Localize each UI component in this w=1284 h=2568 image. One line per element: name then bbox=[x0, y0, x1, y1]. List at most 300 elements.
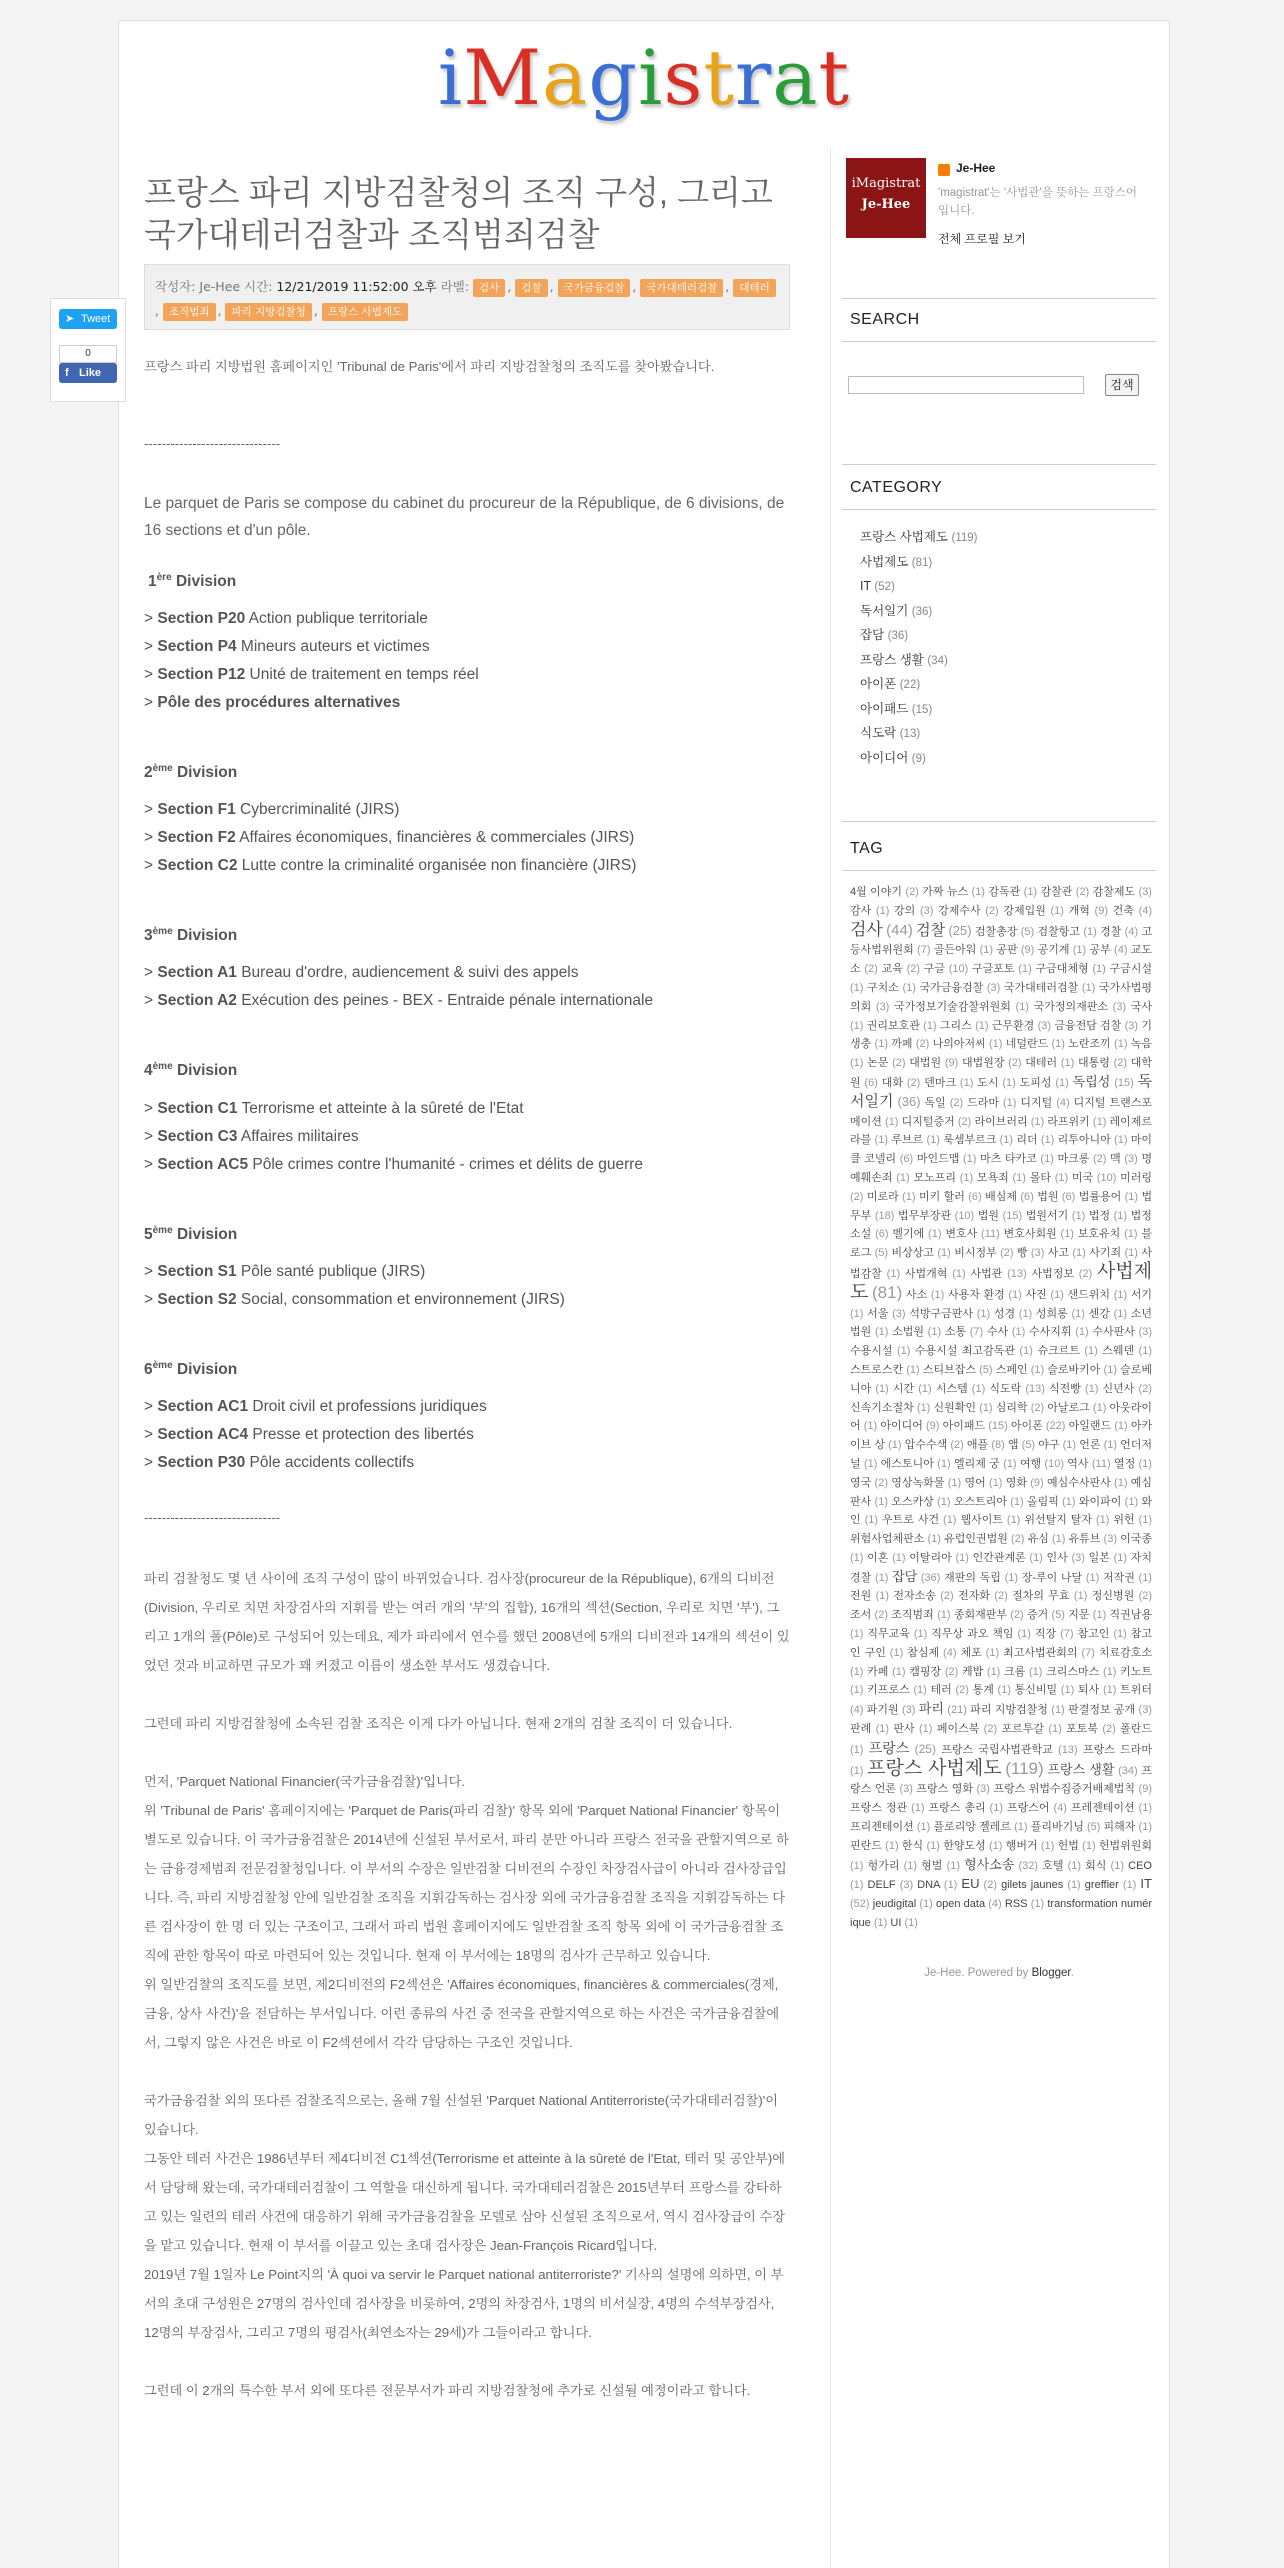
tag-link[interactable]: 미러링 bbox=[1120, 1171, 1153, 1184]
tag-link[interactable]: 증거 bbox=[1026, 1609, 1049, 1622]
category-item[interactable] bbox=[860, 747, 1156, 772]
tag-link[interactable]: 피해자 bbox=[1103, 1821, 1136, 1834]
tag-link[interactable]: 변호사회원 bbox=[1003, 1228, 1057, 1241]
tag-link[interactable]: CEO bbox=[1128, 1859, 1152, 1872]
tag-link[interactable]: 퇴사 bbox=[1078, 1684, 1100, 1697]
tag-link[interactable]: 사기죄 bbox=[1089, 1247, 1122, 1260]
tag-link[interactable]: 고등사법위원회 bbox=[850, 925, 1153, 957]
tag-link[interactable]: 영상녹화물 bbox=[891, 1476, 945, 1489]
tag-link[interactable]: 빵 bbox=[1016, 1247, 1028, 1260]
tag-link[interactable]: 골든아워 bbox=[933, 944, 977, 957]
tag-link[interactable]: 마이클 코넬리 bbox=[850, 1134, 1153, 1166]
tag-link[interactable]: 라이브러리 bbox=[974, 1115, 1028, 1128]
tag-link[interactable]: 트위터 bbox=[1120, 1684, 1152, 1697]
tag-link[interactable]: 디지털증거 bbox=[901, 1115, 955, 1128]
tag-link[interactable]: 권리보호관 bbox=[866, 1019, 920, 1032]
tag-link[interactable]: 교도소 bbox=[850, 944, 1153, 976]
tag-link[interactable]: 슈크르트 bbox=[1037, 1345, 1080, 1358]
label-tag[interactable]: 국가금융검찰 bbox=[558, 279, 631, 297]
tag-link[interactable]: 장-루이 나달 bbox=[1021, 1571, 1083, 1584]
tag-link[interactable]: 프랑스 드라마 bbox=[1082, 1743, 1153, 1756]
tag-link[interactable]: 사용자 환경 bbox=[947, 1288, 1005, 1301]
tag-link[interactable]: 몰타 bbox=[1029, 1171, 1051, 1184]
tag-link[interactable]: 강의 bbox=[894, 904, 916, 917]
tag-link[interactable]: 통계 bbox=[972, 1684, 994, 1697]
tag-link[interactable]: 공부 bbox=[1089, 944, 1111, 957]
label-tag[interactable]: 파리 지방검찰청 bbox=[225, 303, 311, 321]
tag-link[interactable]: 일본 bbox=[1088, 1551, 1110, 1564]
tag-link[interactable]: 그리스 bbox=[939, 1019, 972, 1032]
tag-link[interactable]: 판례 bbox=[850, 1723, 872, 1736]
tag-link[interactable]: 식전빵 bbox=[1048, 1382, 1081, 1395]
tag-link[interactable]: 조직범죄 bbox=[891, 1609, 934, 1622]
tag-link[interactable]: 슬로베니아 bbox=[850, 1363, 1153, 1395]
profile-link[interactable]: 전체 프로필 보기 bbox=[938, 232, 1026, 246]
tag-link[interactable]: 인간관계론 bbox=[972, 1551, 1026, 1564]
tag-link[interactable]: 절차의 무효 bbox=[1012, 1590, 1070, 1603]
tag-link[interactable]: 루브르 bbox=[891, 1134, 924, 1147]
tag-link[interactable]: 국가사법평의회 bbox=[850, 981, 1153, 1013]
tag-link[interactable]: 레이제르라블 bbox=[850, 1115, 1153, 1147]
tag-link[interactable]: 대테러 bbox=[1025, 1057, 1058, 1070]
tag-link[interactable]: 역사 bbox=[1067, 1457, 1089, 1470]
tag-link[interactable]: 4월 이야기 bbox=[850, 886, 903, 898]
label-tag[interactable]: 검찰 bbox=[515, 279, 547, 297]
tag-link[interactable]: 영화 bbox=[1005, 1476, 1027, 1489]
tag-link[interactable]: 유럽인권법원 bbox=[944, 1533, 1008, 1546]
tag-link[interactable]: 국가정보기술감찰위원회 bbox=[894, 1000, 1011, 1013]
tag-link[interactable]: 프랑스 생활 bbox=[1047, 1761, 1115, 1777]
category-item[interactable] bbox=[860, 600, 1156, 625]
tag-link[interactable]: 치료감호소 bbox=[1098, 1646, 1152, 1659]
tag-link[interactable]: 국사 bbox=[1130, 1000, 1153, 1013]
tag-link[interactable]: 국가정의재판소 bbox=[1033, 1000, 1109, 1013]
tag-link[interactable]: 감찰관 bbox=[1040, 886, 1073, 898]
like-button[interactable] bbox=[59, 363, 117, 383]
tag-link[interactable]: UI bbox=[890, 1917, 902, 1930]
tag-link[interactable]: 파리 지방검찰청 bbox=[970, 1704, 1048, 1717]
tag-link[interactable]: 블로그 bbox=[850, 1228, 1153, 1260]
tag-link[interactable]: 식도락 bbox=[989, 1382, 1022, 1395]
tag-link[interactable]: 플로리앙 젤레르 bbox=[933, 1821, 1011, 1834]
tag-link[interactable]: 최고사법관회의 bbox=[1003, 1646, 1078, 1659]
tag-link[interactable]: 리투아니아 bbox=[1057, 1134, 1111, 1147]
label-tag[interactable]: 대테러 bbox=[733, 279, 775, 297]
tag-link[interactable]: 조서 bbox=[850, 1609, 872, 1622]
tag-link[interactable]: 검찰 bbox=[916, 921, 946, 939]
tag-link[interactable]: 사법감찰 bbox=[850, 1247, 1152, 1280]
tag-link[interactable]: 드라마 bbox=[967, 1096, 1000, 1109]
tag-link[interactable]: 사소 bbox=[905, 1288, 928, 1301]
tag-count: (1) bbox=[1102, 1684, 1117, 1697]
category-item[interactable] bbox=[860, 673, 1156, 698]
tag-link[interactable]: 센강 bbox=[1088, 1307, 1110, 1320]
tag-link[interactable]: 프랑스 위법수집증거배제법칙 bbox=[993, 1783, 1136, 1796]
tag-link[interactable]: 법률용어 bbox=[1078, 1190, 1122, 1203]
tag-link[interactable]: 영어 bbox=[964, 1476, 986, 1489]
tag-link[interactable]: 수사지휘 bbox=[1029, 1326, 1072, 1339]
tag-link[interactable]: 리더 bbox=[1016, 1134, 1038, 1147]
tag-link[interactable]: 마츠 타카코 bbox=[980, 1153, 1037, 1166]
tag-link[interactable]: 비상상고 bbox=[891, 1247, 934, 1260]
tag-link[interactable]: 근무환경 bbox=[991, 1019, 1035, 1032]
tag-link[interactable]: 회식 bbox=[1085, 1859, 1107, 1872]
tag-link[interactable]: 미키 할러 bbox=[918, 1190, 965, 1203]
tag-link[interactable]: 수용시설 bbox=[850, 1345, 893, 1358]
tag-link[interactable]: 프랑스 사법제도 bbox=[867, 1757, 1002, 1779]
tag-link[interactable]: 예심판사 bbox=[850, 1476, 1153, 1508]
tag-link[interactable]: 심리학 bbox=[995, 1401, 1028, 1414]
tag-link[interactable]: 수사판사 bbox=[1092, 1326, 1135, 1339]
tag-link[interactable]: 법원 bbox=[1037, 1190, 1059, 1203]
category-item[interactable] bbox=[860, 526, 1156, 551]
tag-link[interactable]: 덴마크 bbox=[924, 1076, 957, 1089]
tag-link[interactable]: 애플 bbox=[966, 1439, 989, 1452]
tag-link[interactable]: 수용시설 최고감독관 bbox=[914, 1345, 1015, 1358]
category-item[interactable] bbox=[860, 649, 1156, 674]
tag-link[interactable]: 수사 bbox=[986, 1326, 1009, 1339]
tag-link[interactable]: 형벌 bbox=[921, 1859, 943, 1872]
tag-link[interactable]: DELF bbox=[867, 1879, 896, 1892]
tag-link[interactable]: 대통령 bbox=[1078, 1057, 1110, 1070]
tag-link[interactable]: 위헌 bbox=[1113, 1514, 1135, 1527]
tag-link[interactable]: 미로라 bbox=[866, 1190, 899, 1203]
tag-link[interactable]: 공판 bbox=[996, 944, 1018, 957]
tag-link[interactable]: 디지털 트랜스포메이션 bbox=[850, 1096, 1152, 1128]
tag-link[interactable]: 변호사 bbox=[945, 1228, 978, 1241]
tag-link[interactable]: 대화 bbox=[881, 1076, 904, 1089]
tag-link[interactable]: 소년법원 bbox=[850, 1307, 1152, 1339]
tag-link[interactable]: 아이디어 bbox=[880, 1420, 923, 1433]
tag-link[interactable]: 국가대테러검찰 bbox=[1003, 981, 1079, 994]
tag-link[interactable]: 종회재판부 bbox=[953, 1609, 1007, 1622]
tag-link[interactable]: 미국 bbox=[1071, 1171, 1094, 1184]
tag-link[interactable]: 플리바기닝 bbox=[1030, 1821, 1084, 1834]
category-item[interactable] bbox=[860, 722, 1156, 747]
tag-link[interactable]: 프랑스 언론 bbox=[850, 1764, 1153, 1796]
tag-link[interactable]: 직무상 과오 책임 bbox=[931, 1628, 1014, 1641]
tag-link[interactable]: 폴란드 bbox=[1120, 1723, 1153, 1736]
tag-link[interactable]: 나의아저씨 bbox=[932, 1038, 986, 1051]
tag-link[interactable]: 까페 bbox=[891, 1038, 913, 1051]
tag-link[interactable]: 우트로 사건 bbox=[882, 1514, 940, 1527]
tag-link[interactable]: 경찰 bbox=[1100, 925, 1122, 938]
paragraph-5: 그런데 이 2개의 특수한 부서 외에 또다른 전문부서가 파리 지방검찰청에 추가로 신설될 예정이라고 합니다. bbox=[144, 2382, 751, 2398]
tag-link[interactable]: 직장 bbox=[1034, 1628, 1057, 1641]
tag-link[interactable]: 모욕죄 bbox=[976, 1171, 1009, 1184]
tag-link[interactable]: 샌드위치 bbox=[1067, 1288, 1111, 1301]
tag-link[interactable]: 프랑스어 bbox=[1006, 1802, 1050, 1815]
tag-link[interactable]: 아날로그 bbox=[1047, 1401, 1090, 1414]
tag-link[interactable]: 대법원장 bbox=[961, 1057, 1005, 1070]
tag-link[interactable]: 검찰항고 bbox=[1037, 925, 1081, 938]
tag-link[interactable]: 호텔 bbox=[1042, 1859, 1064, 1872]
tag-link[interactable]: 맥 bbox=[1110, 1153, 1121, 1166]
tag-link[interactable]: 야구 bbox=[1038, 1439, 1060, 1452]
tag-link[interactable]: 아이폰 bbox=[1010, 1420, 1043, 1433]
tag-link[interactable]: 오스카상 bbox=[891, 1495, 934, 1508]
tag-link[interactable]: 소법원 bbox=[892, 1326, 924, 1339]
tag-link[interactable]: 국가금융검찰 bbox=[919, 981, 984, 994]
tag-link[interactable]: 소통 bbox=[944, 1326, 967, 1339]
tag-link[interactable]: 구글포토 bbox=[972, 963, 1015, 976]
tag-link[interactable]: 프랑스 정관 bbox=[850, 1802, 908, 1815]
tag-link[interactable]: 구글 bbox=[923, 963, 946, 976]
tag-link[interactable]: 오스트리아 bbox=[953, 1495, 1007, 1508]
tag-link[interactable]: 위선탈지 탈자 bbox=[1024, 1514, 1093, 1527]
tag-link[interactable]: 건축 bbox=[1112, 904, 1134, 917]
category-item[interactable] bbox=[860, 551, 1156, 576]
tag-link[interactable]: 구금시설 bbox=[1109, 963, 1153, 976]
tag-link[interactable]: 사고 bbox=[1047, 1247, 1070, 1260]
tag-link[interactable]: 시스템 bbox=[935, 1382, 968, 1395]
tag-link[interactable]: 사진 bbox=[1025, 1288, 1047, 1301]
tag-link[interactable]: jeudigital bbox=[872, 1898, 917, 1911]
tag-link[interactable]: 인사 bbox=[1046, 1551, 1068, 1564]
tag-link[interactable]: 금융전담 검찰 bbox=[1054, 1019, 1122, 1032]
tag-link[interactable]: 크롬 bbox=[1004, 1665, 1026, 1678]
tag-link[interactable]: 마인드맵 bbox=[916, 1153, 960, 1166]
tag-link[interactable]: 감독관 bbox=[988, 886, 1021, 898]
tag-link[interactable]: 형사소송 bbox=[964, 1856, 1015, 1872]
tag-link[interactable]: gilets jaunes bbox=[1001, 1879, 1064, 1892]
tag-link[interactable]: 감찰제도 bbox=[1092, 886, 1136, 898]
tag-link[interactable]: 신원확인 bbox=[933, 1401, 976, 1414]
division-number: 2 bbox=[144, 764, 153, 782]
tag-link[interactable]: 통신비밀 bbox=[1014, 1684, 1058, 1697]
tag-link[interactable]: 키프로스 bbox=[867, 1684, 910, 1697]
tag-link[interactable]: 카페 bbox=[867, 1665, 889, 1678]
tag-link[interactable]: 마크롱 bbox=[1057, 1153, 1090, 1166]
tag-link[interactable]: 아이패드 bbox=[942, 1420, 986, 1433]
tag-link[interactable]: 포토북 bbox=[1066, 1723, 1099, 1736]
tag-link[interactable]: 구금대체형 bbox=[1035, 963, 1089, 976]
tweet-button[interactable] bbox=[59, 309, 117, 329]
tag-link[interactable]: 에스토니아 bbox=[880, 1457, 934, 1470]
tag-link[interactable]: 체포 bbox=[960, 1646, 982, 1659]
label-tag[interactable]: 조직범죄 bbox=[163, 303, 216, 321]
tag-link[interactable]: 저작권 bbox=[1102, 1571, 1135, 1584]
tag-link[interactable]: 판사 bbox=[893, 1723, 915, 1736]
post-datetime[interactable]: 12/21/2019 11:52:00 오후 bbox=[276, 279, 437, 294]
tag-link[interactable]: 법원 bbox=[977, 1209, 1000, 1222]
tag-link[interactable]: 프랑스 총리 bbox=[928, 1802, 986, 1815]
tag-link[interactable]: transformation numérique bbox=[850, 1898, 1153, 1930]
tag-link[interactable]: 법정소설 bbox=[850, 1209, 1152, 1241]
tag-link[interactable]: 이혼 bbox=[867, 1551, 889, 1564]
category-item[interactable] bbox=[860, 624, 1156, 649]
tag-link[interactable]: 독서일기 bbox=[850, 1072, 1153, 1110]
tag-link[interactable]: 예심수사판사 bbox=[1047, 1476, 1111, 1489]
tag-link[interactable]: 와이파이 bbox=[1078, 1495, 1122, 1508]
tag-link[interactable]: 석방구금판사 bbox=[909, 1307, 973, 1320]
tag-link[interactable]: 사법정보 bbox=[1031, 1267, 1074, 1280]
tag-link[interactable]: 보호유치 bbox=[1077, 1228, 1121, 1241]
tag-link[interactable]: 올림픽 bbox=[1026, 1495, 1059, 1508]
tag-link[interactable]: 프랑스 영화 bbox=[916, 1783, 974, 1796]
tag-link[interactable]: 사법관 bbox=[970, 1267, 1003, 1280]
tag-link[interactable]: 위험사업체판소 bbox=[850, 1533, 925, 1546]
tag-link[interactable]: open data bbox=[936, 1898, 986, 1911]
tag-link[interactable]: 한양도성 bbox=[943, 1839, 986, 1852]
tag-link[interactable]: 언더저널 bbox=[850, 1439, 1153, 1470]
tag-count: (1) bbox=[1103, 1439, 1118, 1452]
tag-link[interactable]: 모노프리 bbox=[913, 1171, 956, 1184]
tag-link[interactable]: 성희롱 bbox=[1035, 1307, 1068, 1320]
tag-link[interactable]: 도피성 bbox=[1019, 1076, 1052, 1089]
tag-link[interactable]: 시간 bbox=[892, 1382, 915, 1395]
tag-link[interactable]: 슬로바키아 bbox=[1047, 1363, 1101, 1376]
profile-name[interactable]: Je-Hee bbox=[956, 161, 996, 175]
tag-link[interactable]: EU bbox=[961, 1876, 980, 1892]
search-input[interactable] bbox=[848, 376, 1084, 394]
tag-link[interactable]: 성경 bbox=[993, 1307, 1016, 1320]
tag-link[interactable]: 직권남용 bbox=[1109, 1609, 1153, 1622]
tag-link[interactable]: 교육 bbox=[881, 963, 903, 976]
tag-link[interactable]: 신속기소절차 bbox=[850, 1401, 914, 1414]
tag-link[interactable]: 유튜브 bbox=[1068, 1533, 1101, 1546]
tag-link[interactable]: IT bbox=[1140, 1876, 1152, 1892]
tag-link[interactable]: 이탈리아 bbox=[909, 1551, 952, 1564]
search-button[interactable]: 검색 bbox=[1105, 374, 1139, 396]
tag-link[interactable]: 아일랜드 bbox=[1068, 1420, 1112, 1433]
tag-link[interactable]: 법무부 bbox=[850, 1190, 1153, 1222]
tag-link[interactable]: 룩셈부르크 bbox=[943, 1134, 997, 1147]
tag-link[interactable]: 앱 bbox=[1007, 1439, 1019, 1452]
tag-link[interactable]: 독립성 bbox=[1072, 1073, 1111, 1089]
site-logo[interactable] bbox=[119, 33, 1169, 123]
tag-link[interactable]: 논문 bbox=[867, 1057, 889, 1070]
tag-link[interactable]: 명예훼손죄 bbox=[850, 1153, 1153, 1184]
tag-link[interactable]: 아카이브 상 bbox=[850, 1420, 1153, 1452]
tag-link[interactable]: greffier bbox=[1084, 1879, 1119, 1892]
tag-link[interactable]: 케밥 bbox=[961, 1665, 984, 1678]
tag-link[interactable]: 개혁 bbox=[1068, 904, 1090, 917]
tag-link[interactable]: 비시정부 bbox=[954, 1247, 997, 1260]
tag-link[interactable]: 대법원 bbox=[909, 1057, 942, 1070]
tag-link[interactable]: 감사 bbox=[850, 904, 872, 917]
tag-link[interactable]: 와인 bbox=[850, 1495, 1153, 1527]
tag-link[interactable]: 유심 bbox=[1027, 1533, 1049, 1546]
category-item[interactable] bbox=[860, 575, 1156, 600]
tag-link[interactable]: 이국종 bbox=[1120, 1533, 1153, 1546]
label-tag[interactable]: 검사 bbox=[473, 279, 505, 297]
tag-link[interactable]: 벨기에 bbox=[892, 1228, 925, 1241]
tag-link[interactable]: 프랑스 국립사법관학교 bbox=[941, 1743, 1053, 1756]
tag-link[interactable]: 크리스마스 bbox=[1046, 1665, 1100, 1678]
label-tag[interactable]: 국가대테러검찰 bbox=[640, 279, 723, 297]
tag-link[interactable]: 열정 bbox=[1113, 1457, 1136, 1470]
tag-link[interactable]: 검찰총장 bbox=[974, 925, 1018, 938]
tag-link[interactable]: 신년사 bbox=[1102, 1382, 1135, 1395]
tag-link[interactable]: 정신병원 bbox=[1091, 1590, 1135, 1603]
tag-link[interactable]: 강제입원 bbox=[1003, 904, 1046, 917]
tag-link[interactable]: 지문 bbox=[1068, 1609, 1090, 1622]
tag-link[interactable]: DNA bbox=[917, 1879, 940, 1892]
tag-link[interactable]: 참고인 bbox=[1077, 1628, 1110, 1641]
tag-link[interactable]: 프리젠테이션 bbox=[850, 1821, 914, 1834]
tag-link[interactable]: 법정 bbox=[1088, 1209, 1111, 1222]
tag-link[interactable]: 기생충 bbox=[850, 1019, 1153, 1051]
tag-link[interactable]: 공기계 bbox=[1037, 944, 1070, 957]
tag-link[interactable]: 압수수색 bbox=[904, 1439, 948, 1452]
tag-link[interactable]: 서울 bbox=[867, 1307, 889, 1320]
tag-link[interactable]: 헌법위원회 bbox=[1098, 1839, 1153, 1852]
tag-link[interactable]: 라프위키 bbox=[1047, 1115, 1090, 1128]
tag-link[interactable]: 엘리제 궁 bbox=[953, 1457, 1000, 1470]
tag-link[interactable]: 재판의 독립 bbox=[944, 1571, 1001, 1584]
tag-link[interactable]: 스페인 bbox=[995, 1363, 1028, 1376]
tag-link[interactable]: 참고인 구인 bbox=[850, 1628, 1153, 1659]
tag-link[interactable]: 강제수사 bbox=[938, 904, 981, 917]
tag-link[interactable]: 전자화 bbox=[958, 1590, 990, 1603]
tag-link[interactable]: RSS bbox=[1004, 1898, 1028, 1911]
tag-link[interactable]: 녹음 bbox=[1130, 1038, 1153, 1051]
tag-link[interactable]: 전원 bbox=[850, 1590, 872, 1603]
tag-link[interactable]: 한식 bbox=[901, 1839, 924, 1852]
tag-link[interactable]: 법무부장관 bbox=[897, 1209, 952, 1222]
label-tag[interactable]: 프랑스 사법제도 bbox=[322, 303, 408, 321]
tag-link[interactable]: 구치소 bbox=[867, 981, 899, 994]
tag-link[interactable]: 도시 bbox=[977, 1076, 999, 1089]
tag-link[interactable]: 직무교육 bbox=[867, 1628, 910, 1641]
tag-link[interactable]: 가짜 뉴스 bbox=[922, 886, 969, 898]
tag-link[interactable]: 행버거 bbox=[1005, 1839, 1038, 1852]
division-number: 3 bbox=[144, 927, 153, 945]
tag-link[interactable]: 네덜란드 bbox=[1005, 1038, 1049, 1051]
tag-link[interactable]: 자치경찰 bbox=[850, 1551, 1152, 1584]
tag-link[interactable]: 페이스북 bbox=[936, 1723, 980, 1736]
tag-link[interactable]: 키노트 bbox=[1120, 1665, 1152, 1678]
tag-link[interactable]: 핀란드 bbox=[850, 1839, 882, 1852]
tag-link[interactable]: 검사 bbox=[850, 919, 883, 939]
tag-link[interactable]: 아웃라이어 bbox=[850, 1401, 1153, 1433]
tag-link[interactable]: 프레젠테이션 bbox=[1070, 1802, 1135, 1815]
tag-link[interactable]: 독일 bbox=[924, 1096, 946, 1109]
tag-link[interactable]: 판결정보 공개 bbox=[1068, 1704, 1136, 1717]
tag-link[interactable]: 파리 bbox=[918, 1701, 944, 1717]
tag-link[interactable]: 스티브잡스 bbox=[922, 1363, 976, 1376]
tag-link[interactable]: 캠핑장 bbox=[909, 1665, 942, 1678]
tag-link[interactable]: 참심제 bbox=[907, 1646, 940, 1659]
tag-link[interactable]: 포르투갈 bbox=[1001, 1723, 1044, 1736]
tag-link[interactable]: 디지털 bbox=[1020, 1096, 1053, 1109]
tag-link[interactable]: 여행 bbox=[1019, 1457, 1042, 1470]
tag-link[interactable]: 프랑스 bbox=[868, 1739, 910, 1756]
tag-link[interactable]: 전자소송 bbox=[893, 1590, 936, 1603]
tag-link[interactable]: 사법제도 bbox=[850, 1260, 1153, 1303]
tag-link[interactable]: 스트로스칸 bbox=[850, 1363, 904, 1376]
tag-link[interactable]: 테러 bbox=[930, 1684, 952, 1697]
tag-link[interactable]: 대학원 bbox=[850, 1057, 1152, 1089]
category-item[interactable] bbox=[860, 698, 1156, 723]
tag-link[interactable]: 헝가리 bbox=[867, 1859, 900, 1872]
tag-link[interactable]: 서기 bbox=[1130, 1288, 1153, 1301]
tag-link[interactable]: 웹사이트 bbox=[960, 1514, 1003, 1527]
tag-link[interactable]: 사법개혁 bbox=[904, 1267, 948, 1280]
tag-link[interactable]: 스웨덴 bbox=[1102, 1345, 1135, 1358]
tag-link[interactable]: 파기원 bbox=[866, 1704, 899, 1717]
avatar[interactable] bbox=[846, 158, 926, 238]
tag-link[interactable]: 배심제 bbox=[985, 1190, 1017, 1203]
tag-link[interactable]: 언론 bbox=[1079, 1439, 1101, 1452]
tag-link[interactable]: 잡담 bbox=[892, 1568, 918, 1584]
blogger-link[interactable]: Blogger bbox=[1031, 1966, 1071, 1979]
tag-link[interactable]: 법원서기 bbox=[1025, 1209, 1069, 1222]
tag-link[interactable]: 헌법 bbox=[1057, 1839, 1079, 1852]
tag-link[interactable]: 영국 bbox=[850, 1476, 872, 1489]
tag-link[interactable]: 노란조끼 bbox=[1068, 1038, 1111, 1051]
